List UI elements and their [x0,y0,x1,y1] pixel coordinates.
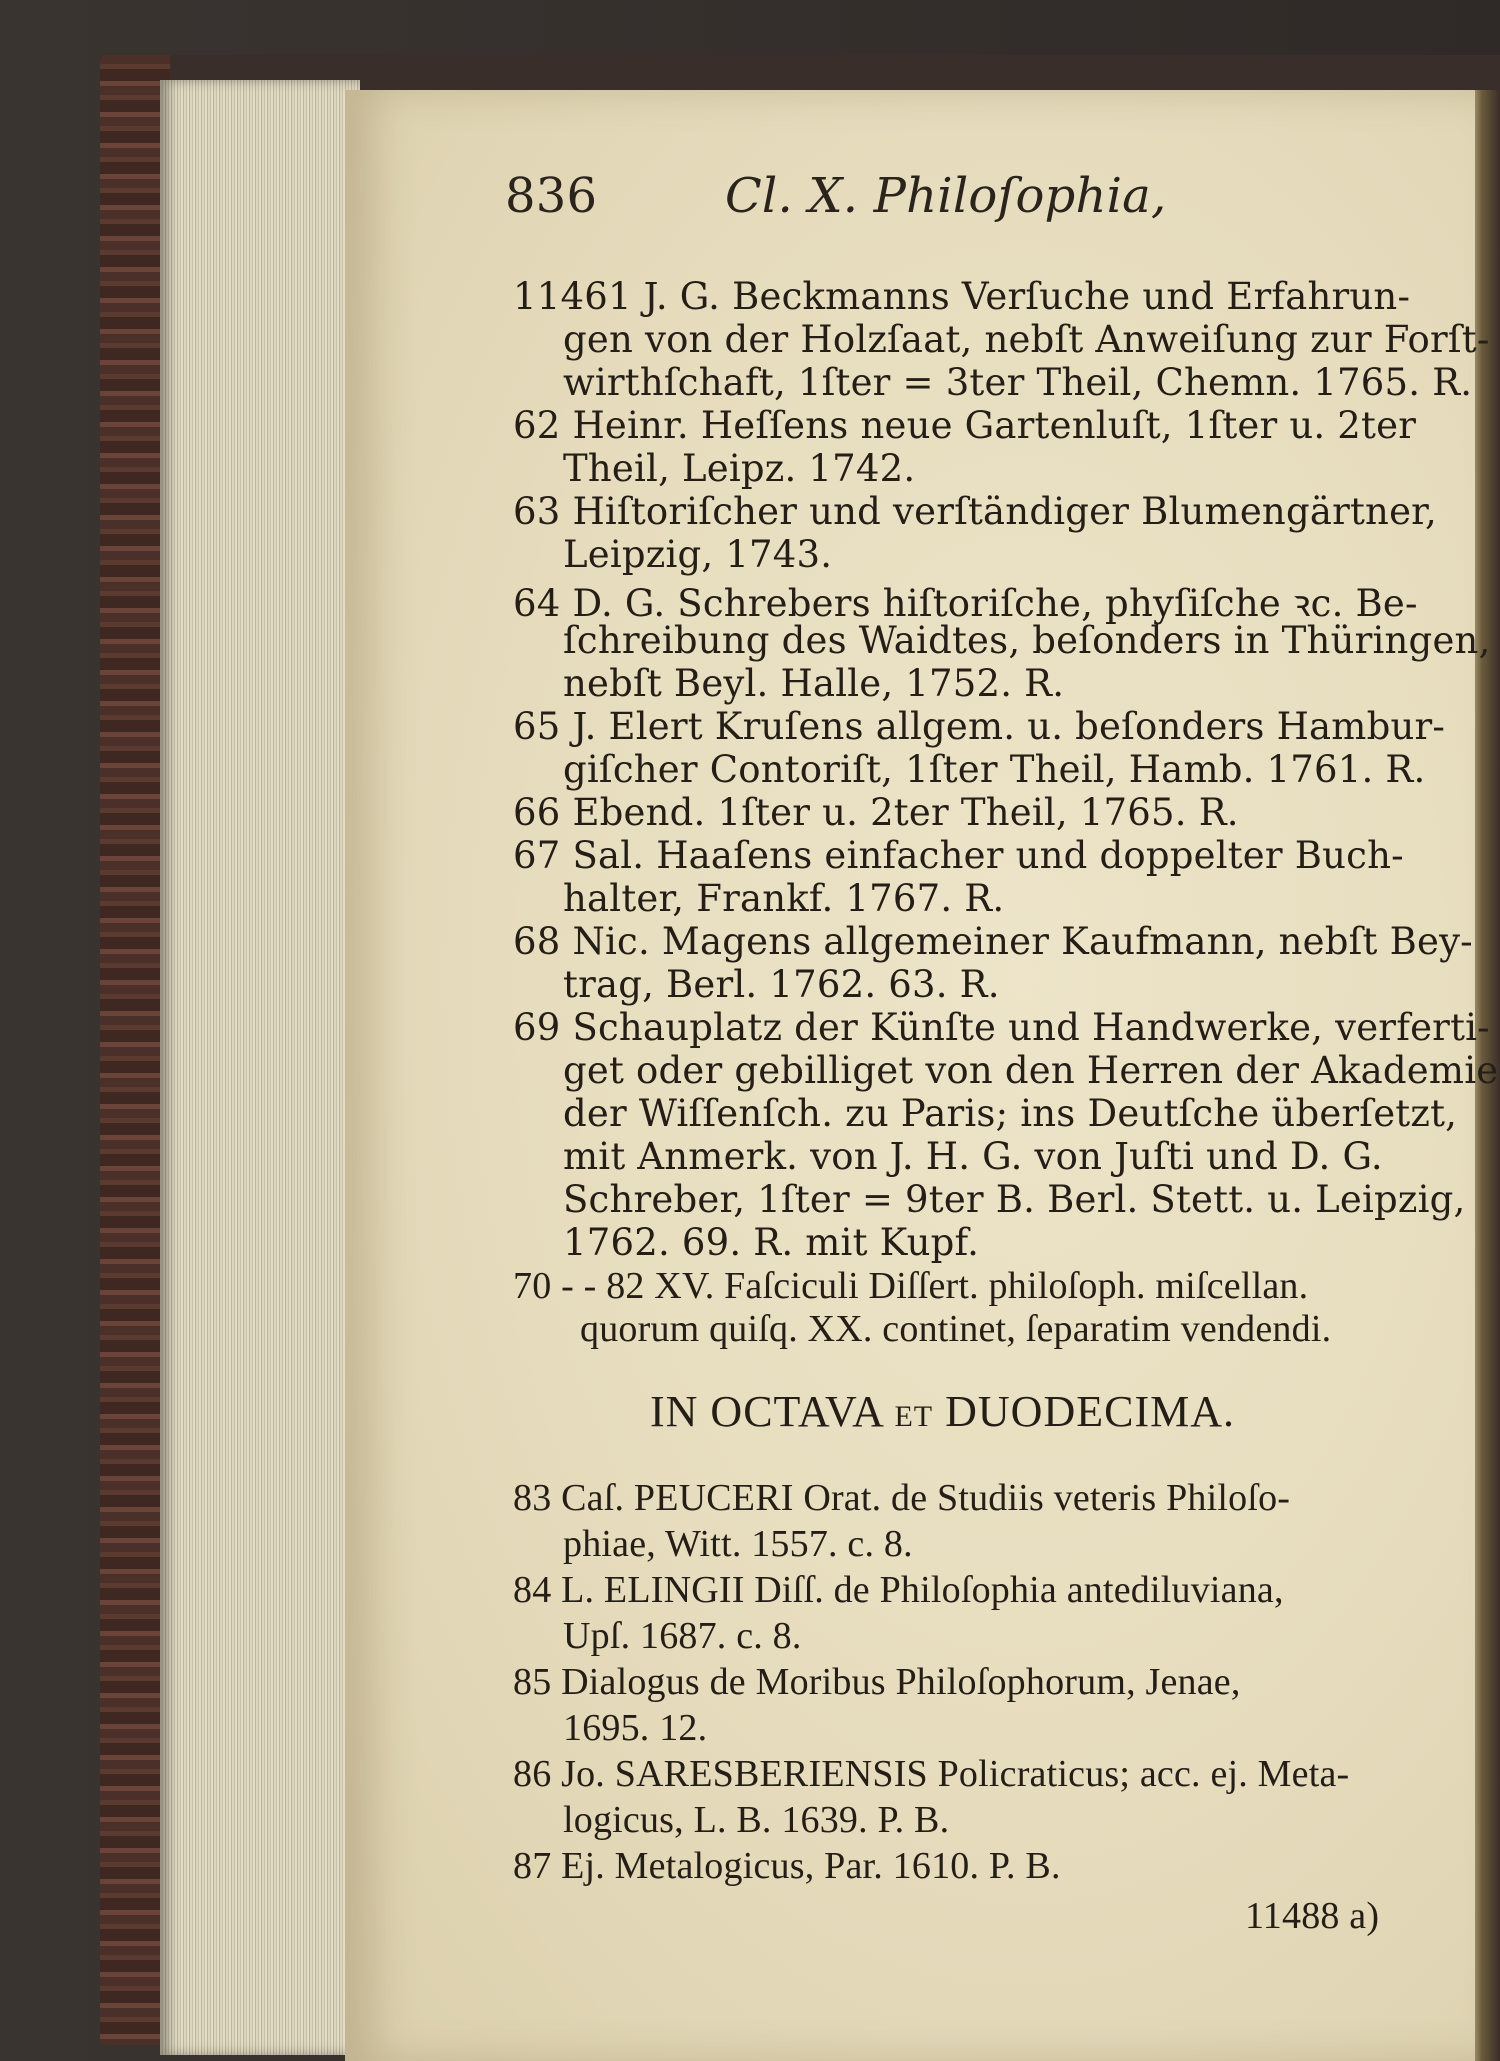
entry-line: ſchreibung des Waidtes, beſonders in Thüringen, [563,619,1491,662]
entry-line: nebſt Beyl. Halle, 1752. R. [563,662,1065,705]
entry-line: 68 Nic. Magens allgemeiner Kaufmann, nebſt Bey- [513,920,1473,963]
entry-line: der Wiſſenſch. zu Paris; ins Deutſche überſetzt, [563,1092,1458,1135]
entry-line: wirthſchaft, 1ſter = 3ter Theil, Chemn. 1765. R. [563,361,1473,404]
entry-line: 11461 J. G. Beckmanns Verſuche und Erfahrun- [513,275,1411,318]
entry-line: 85 Dialogus de Moribus Philoſophorum, Jenae, [513,1661,1241,1703]
entry-line: 69 Schauplatz der Künſte und Handwerke, verferti- [513,1006,1490,1049]
entry-line: halter, Frankf. 1767. R. [563,877,1005,920]
entry-line: get oder gebilliget von den Herren der Akademie [563,1049,1499,1092]
entry-line: trag, Berl. 1762. 63. R. [563,963,1000,1006]
entry-line: 86 Jo. SARESBERIENSIS Policraticus; acc. ej. Meta- [513,1753,1350,1795]
entry-line: 84 L. ELINGII Diſſ. de Philoſophia antediluviana, [513,1569,1284,1611]
entry-line: phiae, Witt. 1557. c. 8. [563,1523,913,1565]
entry-line: 1695. 12. [563,1707,708,1749]
entry-line: gen von der Holzſaat, nebſt Anweiſung zur Forſt- [563,318,1490,361]
entry-line: 62 Heinr. Heſſens neue Gartenluſt, 1ſter u. 2ter [513,404,1417,447]
entry-line: 66 Ebend. 1ſter u. 2ter Theil, 1765. R. [513,791,1239,834]
entry-line: quorum quiſq. XX. continet, ſeparatim vendendi. [580,1308,1332,1350]
catchword: 11488 a) [1245,1895,1380,1937]
book-page [345,90,1499,2061]
entry-line: Upſ. 1687. c. 8. [563,1615,802,1657]
entry-line: mit Anmerk. von J. H. G. von Juſti und D. G. [563,1135,1383,1178]
entry-line: Schreber, 1ſter = 9ter B. Berl. Stett. u. Leipzig, [563,1178,1466,1221]
entry-line: 70 - - 82 XV. Faſciculi Diſſert. philoſoph. miſcellan. [513,1265,1309,1307]
page-edges [160,80,360,2055]
entry-line: giſcher Contoriſt, 1ſter Theil, Hamb. 1761. R. [563,748,1426,791]
running-title: Cl. X. Philoſophia, [725,168,1167,224]
entry-line: 65 J. Elert Kruſens allgem. u. beſonders Hambur- [513,705,1446,748]
entry-line: 67 Sal. Haaſens einfacher und doppelter Buch- [513,834,1404,877]
section-heading [650,1386,1235,1437]
section-heading-part2: DUODECIMA. [945,1387,1236,1436]
entry-line: 83 Caſ. PEUCERI Orat. de Studiis veteris Philoſo- [513,1477,1291,1519]
entry-line: 64 D. G. Schrebers hiſtoriſche, phyſiſche ꝛc. Be- [513,582,1418,625]
entry-line: Leipzig, 1743. [563,533,833,576]
entry-line: Theil, Leipz. 1742. [563,447,916,490]
entry-line: logicus, L. B. 1639. P. B. [563,1799,950,1841]
section-heading-part1: IN OCTAVA [650,1387,883,1436]
entry-line: 1762. 69. R. mit Kupf. [563,1221,980,1264]
section-heading-et: ET [894,1400,934,1433]
entry-line: 87 Ej. Metalogicus, Par. 1610. P. B. [513,1845,1061,1887]
page-number: 836 [505,168,598,224]
entry-line: 63 Hiſtoriſcher und verſtändiger Blumengärtner, [513,490,1437,533]
